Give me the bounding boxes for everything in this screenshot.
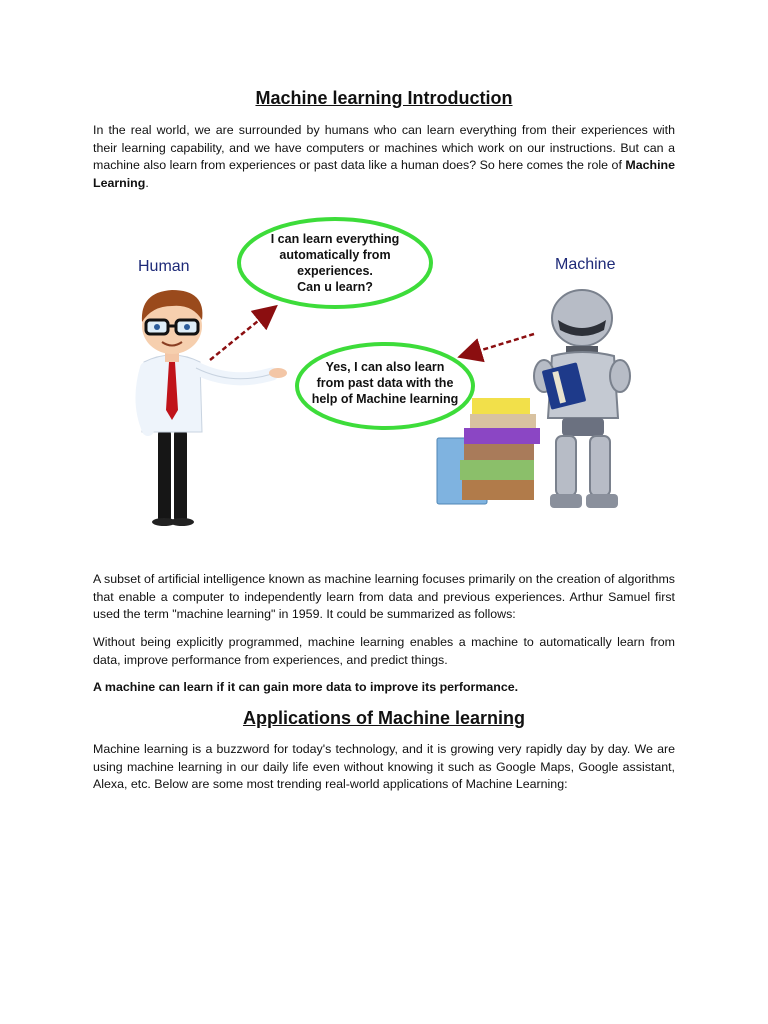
human-character xyxy=(141,290,287,526)
intro-end: . xyxy=(145,175,149,190)
human-machine-illustration xyxy=(92,210,652,540)
machine-bubble-line: from past data with the xyxy=(316,376,454,390)
intro-bold-term: Machine Learning xyxy=(93,158,675,190)
human-bubble-line: I can learn everything xyxy=(270,232,400,246)
robot-character xyxy=(534,290,630,508)
definition-paragraph: Without being explicitly programmed, machine learning enables a machine to automatically learn from data, improve performance from experiences, and predict things. xyxy=(93,635,675,667)
page-title: Machine learning Introduction xyxy=(255,88,513,108)
bold-statement: A machine can learn if it can gain more data to improve its performance. xyxy=(93,680,519,694)
intro-paragraph xyxy=(93,122,675,192)
human-bubble-line: automatically from xyxy=(279,248,391,262)
machine-bubble-line: help of Machine learning xyxy=(311,392,459,406)
human-label: Human xyxy=(138,258,190,275)
subset-paragraph: A subset of artificial intelligence known as machine learning focuses primarily on the creation of algorithms that enable a computer to independently learn from data and previous experiences. Arthur Samuel first used the term "machine learning" in 1959. It could be summarized as follows: xyxy=(93,572,675,622)
human-bubble-text xyxy=(255,231,415,295)
machine-label: Machine xyxy=(555,256,616,273)
machine-arrow xyxy=(462,334,534,356)
human-arrow xyxy=(210,308,274,360)
applications-paragraph: Machine learning is a buzzword for today's technology, and it is growing very rapidly day by day. We are using machine learning in our daily life even without knowing it such as Google Maps, Google assistant, Alexa, etc. Below are some most trending real-world applications of Machine Learning: xyxy=(93,742,675,792)
intro-text: In the real world, we are surrounded by humans who can learn everything from their experiences with their learning capability, and we have computers or machines which work on our instructions. But can a machine also learn from experiences or past data like a human does? So here comes the role of xyxy=(93,123,675,173)
human-bubble-line: experiences. xyxy=(297,264,373,278)
machine-bubble-line: Yes, I can also learn xyxy=(325,360,445,374)
machine-bubble-text xyxy=(298,359,472,407)
human-bubble-line: Can u learn? xyxy=(297,280,373,294)
applications-heading: Applications of Machine learning xyxy=(242,708,526,728)
